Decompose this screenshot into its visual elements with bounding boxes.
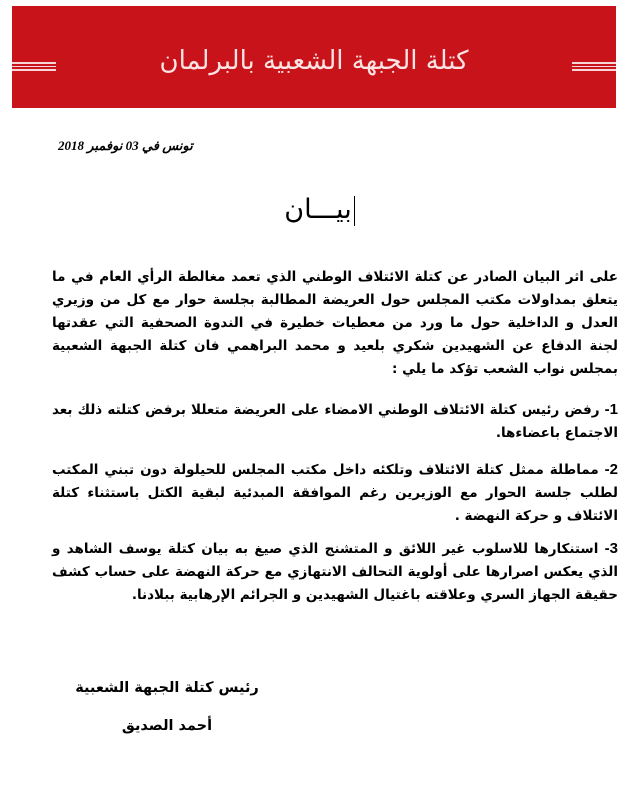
list-item-text: استنكارها للاسلوب غير اللائق و المتشنج الذي صيغ به بيان كتلة يوسف الشاهد و الذي يعكس اصرارها على أولوية التحالف الانتهازي مع حركة النهضة على حساب كشف حقيقة الجهاز السري وعلاقته باغتيال الشهيدين و الجرائم الإرهابية ببلادنا. xyxy=(52,541,618,603)
header-banner xyxy=(12,6,616,108)
banner-decorative-lines-left xyxy=(12,62,56,71)
list-item-number: 2- xyxy=(604,461,618,478)
intro-paragraph: على اثر البيان الصادر عن كتلة الائتلاف الوطني الذي تعمد مغالطة الرأي العام في ما يتعلق بمداولات مكتب المجلس حول العريضة المطالبة بجلسة حوار مع كل من وزيري العدل و الداخلية حول ما ورد من معطيات خطيرة في الندوة الصحفية التي عقدتها لجنة الدفاع عن الشهيدين شكري بلعيد و محمد البراهمي فان كتلة الجبهة الشعبية بمجلس نواب الشعب تؤكد ما يلي : xyxy=(52,269,618,377)
document-date: تونس في 03 نوفمبر 2018 xyxy=(58,138,193,153)
signature-title: رئيس كتلة الجبهة الشعبية xyxy=(75,680,259,696)
list-item-number: 3- xyxy=(604,540,619,557)
signature-name: أحمد الصديق xyxy=(121,718,213,734)
document-title-text: بيـــان xyxy=(284,194,352,225)
list-item xyxy=(52,398,618,445)
banner-decorative-lines-right xyxy=(572,62,616,71)
list-item-text: رفض رئيس كتلة الائتلاف الوطني الامضاء على العريضة متعللا برفض كتلته ذلك بعد الاجتماع باعضاءها. xyxy=(52,402,618,441)
list-item xyxy=(52,537,618,607)
banner-title: كتلة الجبهة الشعبية بالبرلمان xyxy=(159,46,469,76)
list-item-text: مماطلة ممثل كتلة الائتلاف وتلكئه داخل مكتب المجلس للحيلولة دون تبني المكتب لطلب جلسة الحوار مع الوزيرين رغم الموافقة المبدئية لبقية الكتل باستثناء كتلة الائتلاف و حركة النهضة . xyxy=(52,462,618,524)
list-item xyxy=(52,458,618,528)
list-item-number: 1- xyxy=(604,401,619,418)
document-title xyxy=(0,190,639,230)
text-cursor xyxy=(354,196,355,226)
